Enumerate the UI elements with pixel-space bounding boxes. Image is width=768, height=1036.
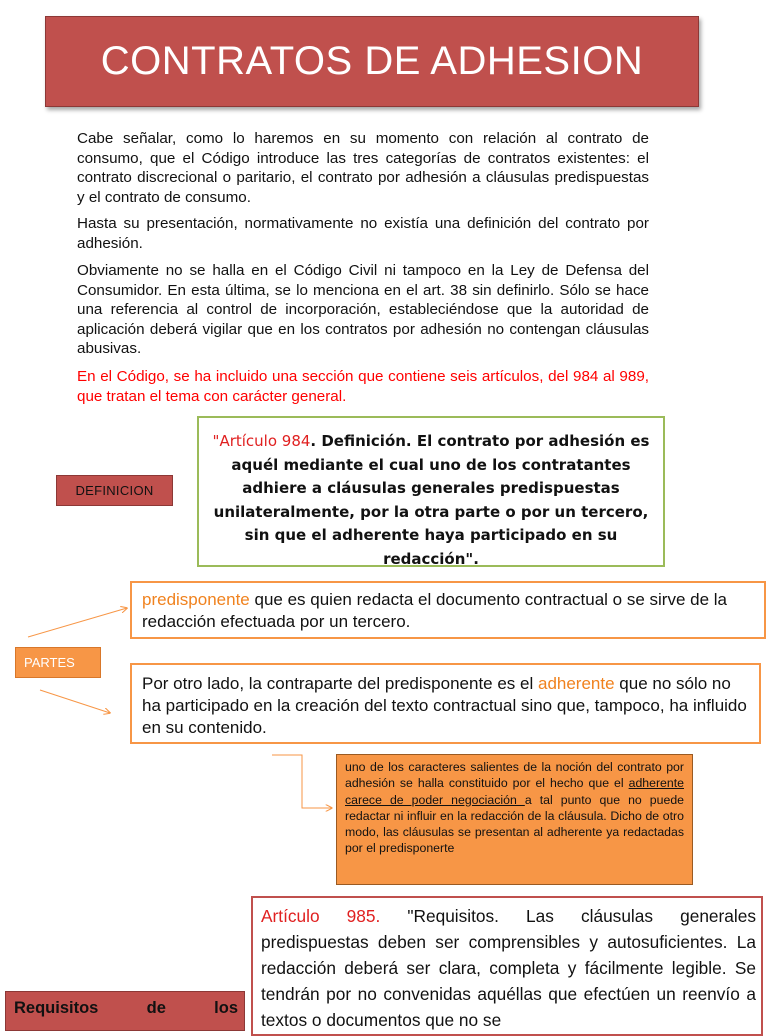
adherente-box [130,663,761,744]
intro-paragraph-4: En el Código, se ha incluido una sección que contiene seis artículos, del 984 al 989, que tratan el tema con carácter general. [77,368,649,405]
definicion-label [56,475,173,506]
adherente-term: adherente [537,674,615,693]
quote-open: " [212,432,220,450]
intro-paragraph-1: Cabe señalar, como lo haremos en su momento con relación al contrato de consumo, que el Código introduce las tres categorías de contratos existentes: el contrato discrecional o paritario, el contrato por adhesión a cláusulas predispuestas y el contrato de consumo. [77,130,649,206]
page-title: CONTRATOS DE ADHESION [100,39,644,83]
requisitos-label [5,991,245,1031]
arrow-to-note [272,755,332,808]
arrow-to-adherente [40,690,110,713]
predisponente-box [130,581,766,639]
requisitos-word-1: Requisitos [14,999,99,1017]
definicion-label-text: DEFINICION [75,483,154,498]
title-banner [45,16,699,107]
predisponente-term: predisponente [142,590,250,609]
note-text-a: uno de los caracteres salientes de la noción del contrato por adhesión se halla constituido por el hecho que el [345,760,684,791]
article-984-ref: Artículo 984 [219,432,311,450]
article-985-ref: Artículo 985. [261,906,381,926]
partes-label [15,647,101,678]
adherente-note-box [336,754,693,885]
intro-paragraph-3: Obviamente no se halla en el Código Civil ni tampoco en la Ley de Defensa del Consumidor. En esta última, se lo menciona en el art. 38 sin definirlo. Sólo se hace una referencia al control de incorporación, estableciéndose que la autoridad de aplicación deberá vigilar que en los contratos por adhesión no contengan cláusulas abusivas. [77,262,649,358]
predisponente-text: que es quien redacta el documento contractual o se sirve de la redacción efectuada por un tercero. [142,590,728,631]
intro-paragraph-2: Hasta su presentación, normativamente no existía una definición del contrato por adhesión. [77,215,649,252]
arrow-to-predisponente [28,608,127,637]
adherente-text-pre: Por otro lado, la contraparte del predisponente es el [142,674,538,693]
note-text-b: a tal punto que no puede redactar ni influir en la redacción de la cláusula. Dicho de otro modo, las cláusulas se presentan al adherente ya redactadas por el predisponerte [345,792,684,856]
article-984-text: . Definición. El contrato por adhesión es aquél mediante el cual uno de los contratantes adhiere a cláusulas generales predispuestas unilateralmente, por la otra parte o por un tercero, sin que el adherente haya participado en su redacción". [213,432,650,568]
requisitos-word-3: los [214,999,238,1017]
adherente-text-post: que no sólo no ha participado en la creación del texto contractual sino que, tampoco, ha influido en su contenido. [142,674,747,737]
article-984-box [197,416,665,567]
article-985-box [251,896,763,1036]
partes-label-text: PARTES [24,655,75,670]
note-underlined: adherente carece de poder negociación [345,776,684,807]
requisitos-word-2: de [146,999,166,1017]
article-985-text: "Requisitos. Las cláusulas generales predispuestas deben ser comprensibles y autosuficientes. La redacción deberá ser clara, completa y fácilmente legible. Se tendrán por no convenidas aquéllas que efectúen un reenvío a textos o documentos que no se [261,906,756,1030]
